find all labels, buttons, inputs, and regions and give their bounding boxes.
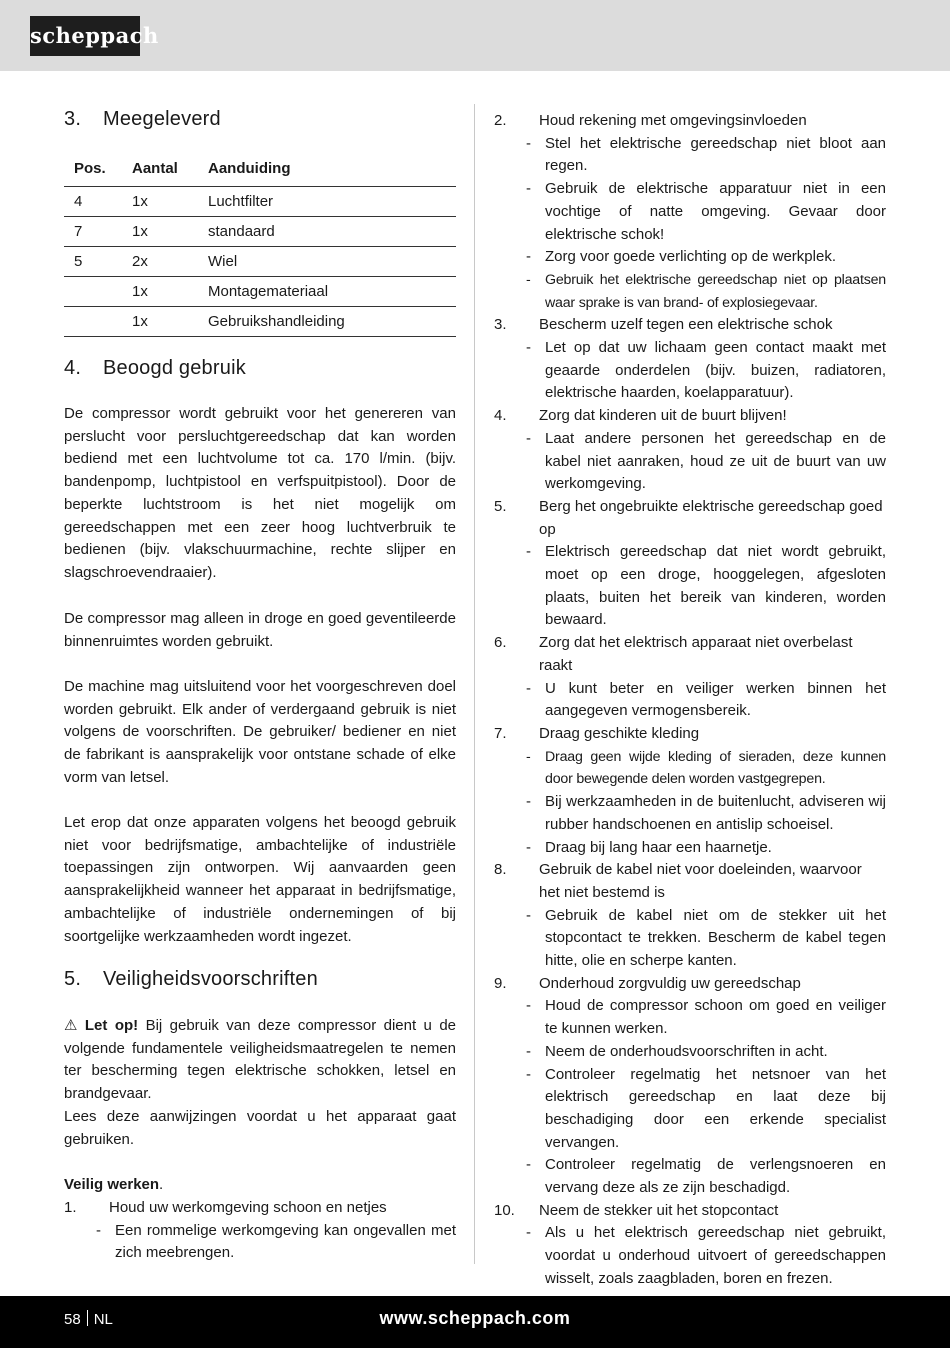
list-subitem: - Neem de onderhoudsvoorschriften in acht. — [526, 1042, 828, 1060]
page-number: 58 NL — [64, 1311, 113, 1328]
header-bar — [0, 0, 950, 71]
list-item: 8. Gebruik de kabel niet voor doeleinden, waarvoor het niet bestemd is — [494, 861, 862, 901]
section-3-heading: 3. Meegeleverd — [64, 108, 221, 130]
list-item: 5. Berg het ongebruikte elektrische gereedschap goed op — [494, 497, 883, 538]
safe-work-heading: Veilig werken. — [64, 1176, 164, 1193]
section-4-heading: 4. Beoogd gebruik — [64, 357, 246, 379]
paragraph: De compressor mag alleen in droge en goed geventileerde binnenruimtes worden gebruikt. — [64, 610, 456, 650]
list-subitem: - Let op dat uw lichaam geen contact maakt met geaarde onderdelen (bijv. buizen, radiatoren, elektrische haarden, koelapparatuur). — [526, 339, 886, 402]
list-subitem: - Controleer regelmatig het netsnoer van het elektrisch gereedschap en laat deze bij beschadiging door een erkende specialist vervangen. — [526, 1065, 886, 1151]
paragraph: Let erop dat onze apparaten volgens het beoogd gebruik niet voor bedrijfsmatige, ambachtelijke of industriële toepassingen zijn ontworpen. Wij aanvaarden geen aansprakelijkheid wanneer het apparaat in bedrijfsmatige, ambachtelijke of industriële ondernemingen of bij soortgelijke werkzaamheden wordt ingezet. — [64, 814, 456, 945]
safety-list-left — [64, 1197, 456, 1265]
list-item: 3. Bescherm uzelf tegen een elektrische schok — [494, 316, 833, 334]
list-subitem: - Houd de compressor schoon om goed en veiliger te kunnen werken. — [526, 997, 886, 1038]
list-subitem: - Gebruik de kabel niet om de stekker uit het stopcontact te trekken. Bescherm de kabel tegen hitte, olie en scherpe kanten. — [526, 906, 886, 970]
warning-text: Bij gebruik van deze compressor dient u de volgende fundamentele veiligheidsmaatregelen te nemen ter bescherming tegen elektrische schokken, letsel en brandgevaar. — [64, 1017, 457, 1103]
list-subitem: - Een rommelige werkomgeving kan ongevallen met zich meebrengen. — [96, 1221, 456, 1262]
list-item: 9. Onderhoud zorgvuldig uw gereedschap — [494, 974, 801, 992]
safety-list-right — [494, 110, 886, 1291]
list-subitem: - Bij werkzaamheden in de buitenlucht, adviseren wij rubber handschoenen en antislip schoeisel. — [526, 793, 886, 833]
list-item: 7. Draag geschikte kleding — [494, 724, 700, 742]
list-item: 10. Neem de stekker uit het stopcontact — [494, 1201, 779, 1219]
table-header-row — [64, 160, 456, 187]
warning-label: Let op! — [84, 1017, 139, 1034]
warning-paragraph — [64, 1015, 456, 1106]
list-subitem: - Gebruik de elektrische apparatuur niet in een vochtige of natte omgeving. Gevaar door elektrische schok! — [526, 180, 886, 243]
list-subitem: - Als u het elektrisch gereedschap niet gebruikt, voordat u onderhoud uitvoert of gereedschappen wisselt, zoals zaagbladen, boren en frezen. — [526, 1224, 886, 1287]
footer-bar — [0, 1296, 950, 1348]
list-subitem: - Laat andere personen het gereedschap en de kabel niet aanraken, houd ze uit de buurt van uw werkomgeving. — [526, 429, 886, 493]
col-header-aantal: Aantal — [132, 160, 208, 187]
table-row: 4 1x Luchtfilter — [64, 187, 456, 217]
read-instructions: Lees deze aanwijzingen voordat u het apparaat gaat gebruiken. — [64, 1108, 456, 1148]
col-header-pos: Pos. — [64, 160, 132, 187]
list-subitem: - Elektrisch gereedschap dat niet wordt gebruikt, moet op een droge, hooggelegen, afgesloten plaats, buiten het bereik van kinderen, worden bewaard. — [526, 543, 886, 629]
list-subitem: - Zorg voor goede verlichting op de werkplek. — [526, 248, 836, 266]
list-subitem: - Draag geen wijde kleding of sieraden, deze kunnen door bewegende delen worden vastgegrepen. — [526, 748, 886, 788]
paragraph: De machine mag uitsluitend voor het voorgeschreven doel worden gebruikt. Elk ander of verdergaand gebruik is niet volgens de voorschriften. De gebruiker/ bediener en niet de fabrikant is aansprakelijk voor ontstane schade of elke vorm van letsel. — [64, 678, 456, 786]
list-item: 6. Zorg dat het elektrisch apparaat niet overbelast raakt — [494, 634, 853, 674]
list-item: 1. Houd uw werkomgeving schoon en netjes — [64, 1199, 387, 1216]
website-url: www.scheppach.com — [379, 1308, 571, 1328]
table-row: 7 1x standaard — [64, 217, 456, 247]
section-5-heading: 5. Veiligheidsvoorschriften — [64, 968, 318, 990]
list-subitem: - Stel het elektrische gereedschap niet bloot aan regen. — [526, 134, 886, 175]
list-subitem: - Gebruik het elektrische gereedschap niet op plaatsen waar sprake is van brand- of explosiegevaar. — [526, 271, 886, 311]
column-divider — [474, 104, 475, 1264]
paragraph: De compressor wordt gebruikt voor het genereren van perslucht voor persluchtgereedschap dat kan worden bediend met een luchtvolume tot ca. 170 l/min. (bijv. bandenpomp, luchtpistool en verfspuitpistool). Door de beperkte luchtstroom is het niet mogelijk om gereedschappen met een zeer hoog luchtverbruik te bedienen (bijv. vlakschuurmachine, rechte slijper en slagschroevendraaier). — [64, 405, 456, 581]
col-header-aanduiding: Aanduiding — [208, 160, 456, 187]
list-subitem: - U kunt beter en veiliger werken binnen het aangegeven vermogensbereik. — [526, 679, 886, 720]
table-row: 1x Gebruikshandleiding — [64, 307, 456, 337]
list-subitem: - Controleer regelmatig de verlengsnoeren en vervang deze als ze zijn beschadigd. — [526, 1156, 886, 1197]
warning-icon: ⚠ — [64, 1017, 78, 1034]
scheppach-logo: scheppach — [30, 16, 140, 56]
table-row: 5 2x Wiel — [64, 247, 456, 277]
list-item: 2. Houd rekening met omgevingsinvloeden — [494, 112, 807, 129]
list-item: 4. Zorg dat kinderen uit de buurt blijven! — [494, 407, 787, 425]
parts-table — [64, 160, 456, 337]
table-row: 1x Montagemateriaal — [64, 277, 456, 307]
list-subitem: - Draag bij lang haar een haarnetje. — [526, 838, 772, 856]
